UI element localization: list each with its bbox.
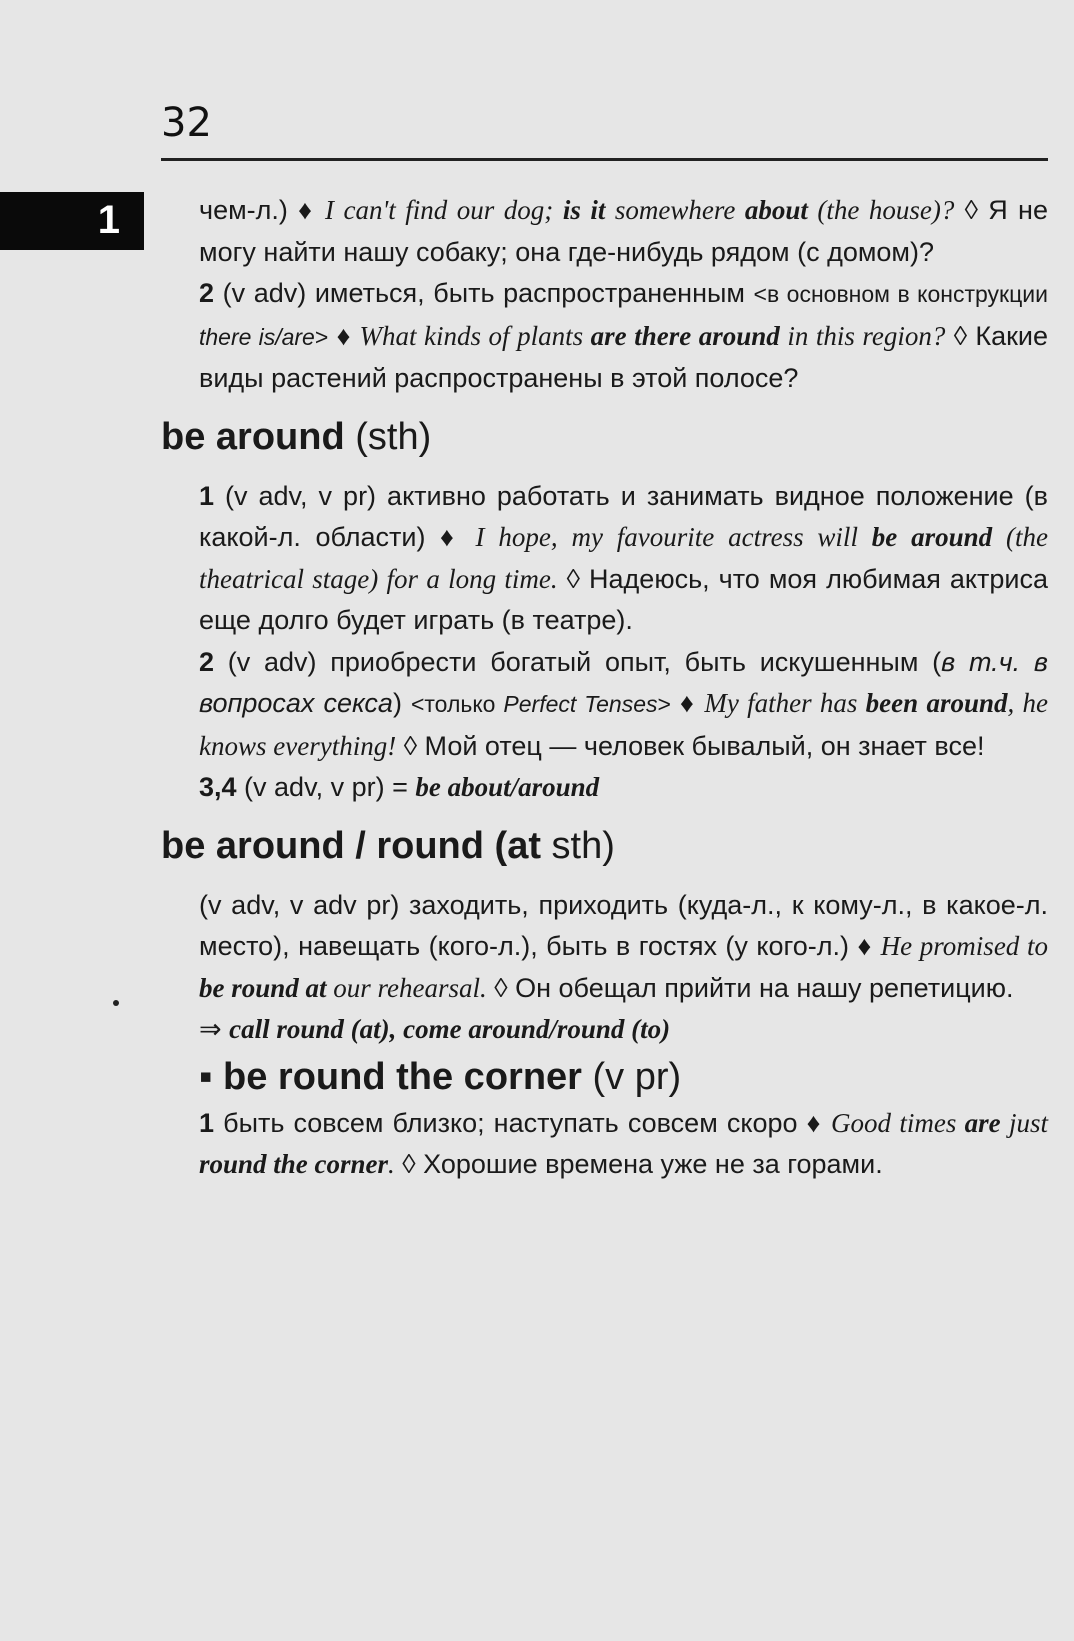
dictionary-content xyxy=(161,190,1048,1186)
margin-dot xyxy=(113,1000,119,1006)
entry-paragraph: 2 (v adv) иметься, быть распространенным <в основном в конструкции there is/are> ♦ What kinds of plants are there around in this region? ◊ Какие виды растений распространены в этой полосе? xyxy=(199,278,1049,393)
header-rule xyxy=(161,158,1048,161)
thumb-tab xyxy=(0,192,144,250)
entry-paragraph: 2 (v adv) приобрести богатый опыт, быть искушенным (в т.ч. в вопросах секса) <только Perfect Tenses> ♦ My father has been around, he knows everything! ◊ Мой отец — человек бывалый, он знает все! xyxy=(199,646,1049,761)
entry-subheadword: ▪ be round the corner (v pr) xyxy=(199,1055,682,1098)
entry-headword: be around / round (at sth) xyxy=(161,824,615,867)
entry-paragraph: чем-л.) ♦ I can't find our dog; is it somewhere about (the house)? ◊ Я не могу найти нашу собаку; она где-нибудь рядом (с домом)? xyxy=(199,195,1048,267)
entry-paragraph: 1 (v adv, v pr) активно работать и занимать видное положение (в какой-л. области) ♦ I hope, my favourite actress will be around (the theatrical stage) for a long time. ◊ Надеюсь, что моя любимая актриса еще долго будет играть (в театре). xyxy=(199,480,1048,635)
page-number: 32 xyxy=(161,100,212,146)
entry-headword: be around (sth) xyxy=(161,415,432,458)
entry-paragraph: 3,4 (v adv, v pr) = be about/around xyxy=(199,772,600,802)
cross-reference: ⇒ call round (at), come around/round (to) xyxy=(199,1014,671,1044)
thumb-tab-label: 1 xyxy=(97,198,120,242)
entry-paragraph: (v adv, v adv pr) заходить, приходить (куда-л., к кому-л., в какое-л. место), навещать (кого-л.), быть в гостях (у кого-л.) ♦ He promised to be round at our rehearsal. ◊ Он обещал прийти на нашу репетицию. xyxy=(199,889,1048,1003)
entry-paragraph: 1 быть совсем близко; наступать совсем скоро ♦ Good times are just round the corner. ◊ Хорошие времена уже не за горами. xyxy=(199,1107,1048,1179)
